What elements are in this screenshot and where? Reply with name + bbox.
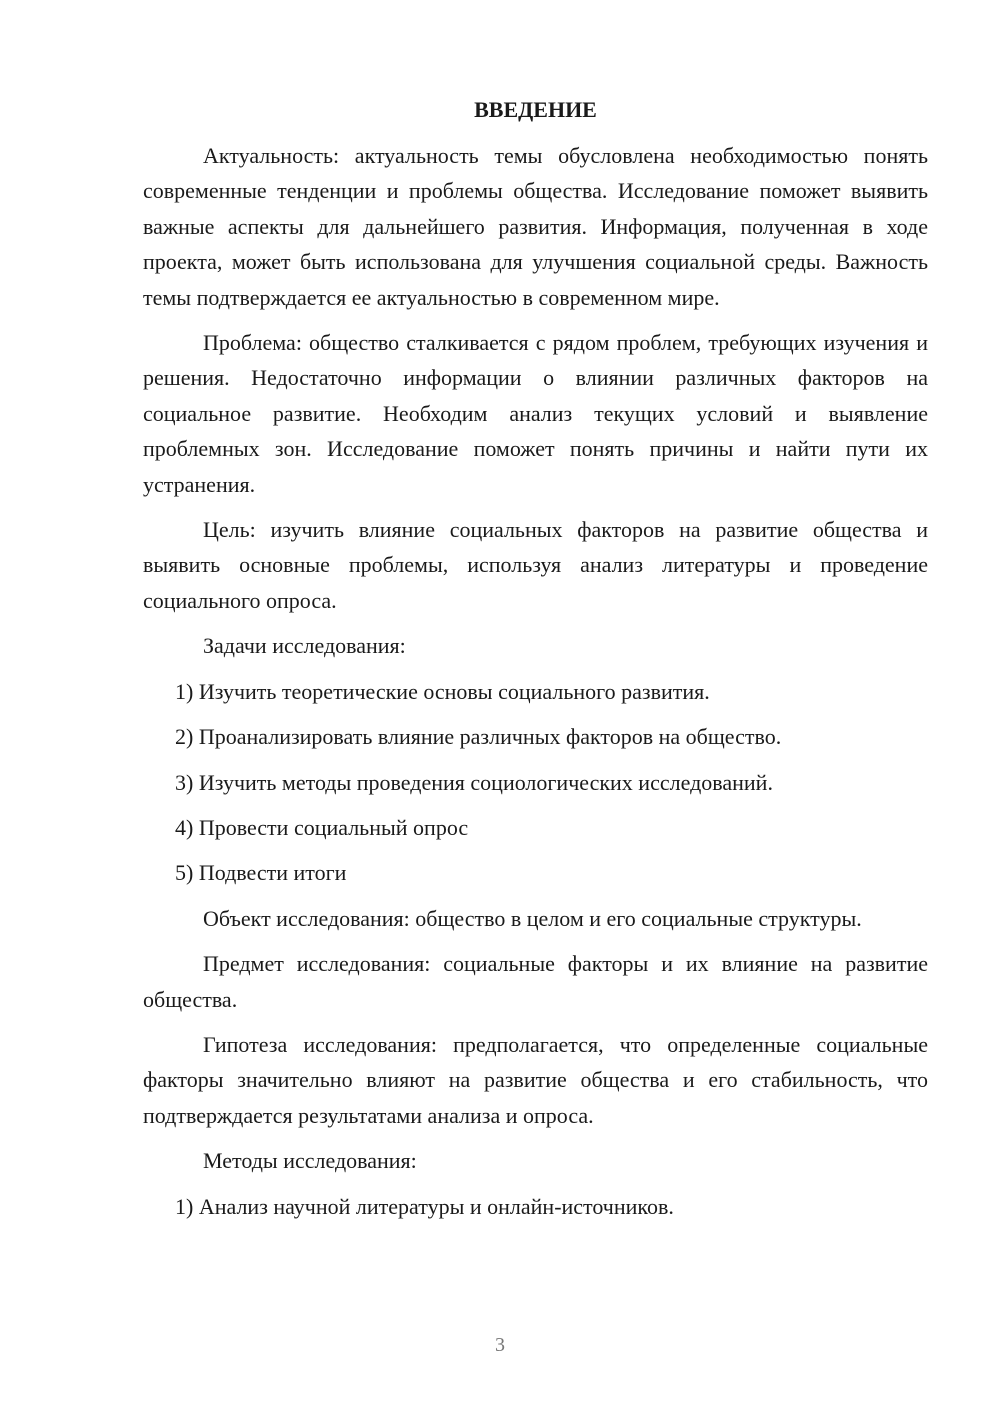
goal-paragraph: Цель: изучить влияние социальных факторов на развитие общества и выявить основные проблемы, используя анализ литературы и проведение социального опроса.: [143, 517, 928, 613]
page-content: [143, 94, 928, 1234]
methods-title: Методы исследования:: [203, 1148, 417, 1174]
tasks-title: Задачи исследования:: [203, 633, 406, 659]
hypothesis-paragraph: Гипотеза исследования: предполагается, что определенные социальные факторы значительно влияют на развитие общества и его стабильность, что подтверждается результатами анализа и опроса.: [143, 1031, 928, 1128]
task-item: 3) Изучить методы проведения социологических исследований.: [175, 769, 773, 795]
relevance-paragraph: Актуальность: актуальность темы обусловлена необходимостью понять современные тенденции и проблемы общества. Исследование поможет выявить важные аспекты для дальнейшего развития. Информация, полученная в ходе проекта, может быть использована для улучшения социальной среды. Важность темы подтверждается ее актуальностью в современном мире.: [143, 143, 928, 310]
page-title: ВВЕДЕНИЕ: [474, 97, 597, 122]
page-number: 3: [495, 1334, 505, 1356]
task-item: 1) Изучить теоретические основы социального развития.: [175, 678, 710, 704]
method-item: 1) Анализ научной литературы и онлайн-источников.: [175, 1193, 674, 1219]
object-paragraph: Объект исследования: общество в целом и его социальные структуры.: [203, 905, 862, 931]
subject-paragraph: Предмет исследования: социальные факторы и их влияние на развитие общества.: [143, 951, 928, 1012]
problem-paragraph: Проблема: общество сталкивается с рядом проблем, требующих изучения и решения. Недостаточно информации о влиянии различных факторов на социальное развитие. Необходим анализ текущих условий и выявление проблемных зон. Исследование поможет понять причины и найти пути их устранения.: [143, 330, 928, 497]
task-item: 4) Провести социальный опрос: [175, 814, 469, 840]
task-item: 5) Подвести итоги: [175, 860, 347, 886]
task-item: 2) Проанализировать влияние различных факторов на общество.: [175, 724, 782, 750]
